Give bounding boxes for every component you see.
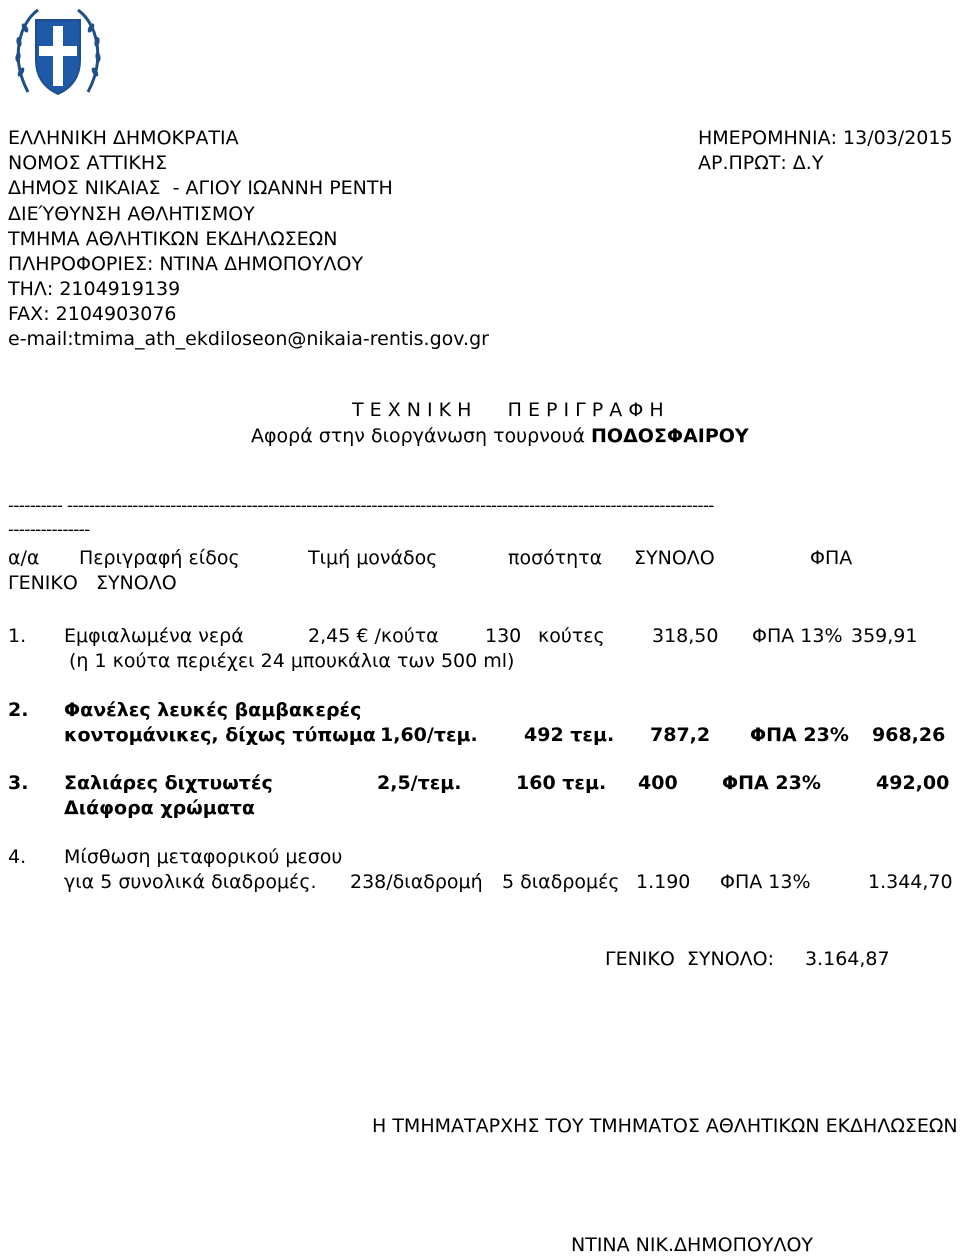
item-number: 4. [8,846,27,868]
item-quantity-unit: κούτες [538,625,605,647]
header-line-fax: FAX: 2104903076 [8,303,177,325]
item-quantity: 5 διαδρομές [502,871,620,893]
separator-line-continued: --------------- [8,520,90,540]
column-header-quantity: ποσότητα [508,547,603,569]
item-vat: ΦΠΑ 13% [752,625,843,647]
item-description-detail: κοντομάνικες, δίχως τύπωμα [64,724,376,746]
price-unit: /κούτα [374,625,439,647]
item-description: Μίσθωση μεταφορικού μεσου [64,846,343,868]
column-header-description: Περιγραφή είδος [79,547,240,569]
item-description: Σαλιάρες διχτυωτές [64,772,273,794]
separator-line: ---------- ----------------------------------------------------------------------------------------------------------------------- [8,496,714,516]
item-total: 787,2 [650,724,711,746]
greek-coat-of-arms-emblem [8,2,108,102]
item-unit-price: 1,60/τεμ. [380,724,478,746]
item-total: 318,50 [652,625,719,647]
header-line-republic: ΕΛΛΗΝΙΚΗ ΔΗΜΟΚΡΑΤΙΑ [8,127,239,149]
header-line-prefecture: ΝΟΜΟΣ ΑΤΤΙΚΗΣ [8,152,168,174]
column-header-aa: α/α [8,547,40,569]
header-line-municipality: ΔΗΜΟΣ ΝΙΚΑΙΑΣ - ΑΓΙΟΥ ΙΩΑΝΝΗ ΡΕΝΤΗ [8,177,393,199]
item-description-detail: Διάφορα χρώματα [64,797,255,819]
item-number: 1. [8,625,27,647]
item-quantity: 492 τεμ. [524,724,615,746]
euro-icon: € [356,625,369,647]
document-date: ΗΜΕΡΟΜΗΝΙΑ: 13/03/2015 [698,127,953,149]
grand-total-label: ΓΕΝΙΚΟ ΣΥΝΟΛΟ: [605,948,775,970]
grand-total-value: 3.164,87 [805,948,890,970]
document-subtitle [251,427,749,446]
item-vat: ΦΠΑ 23% [750,724,849,746]
item-grand-total: 492,00 [876,772,950,794]
header-line-phone: ΤΗΛ: 2104919139 [8,278,181,300]
header-line-directorate: ΔΙΕΎΘΥΝΣΗ ΑΘΛΗΤΙΣΜΟΥ [8,203,255,225]
signature-title: Η ΤΜΗΜΑΤΑΡΧΗΣ ΤΟΥ ΤΜΗΜΑΤΟΣ ΑΘΛΗΤΙΚΩΝ ΕΚΔΗΛΩΣΕΩΝ [372,1115,958,1137]
item-vat: ΦΠΑ 23% [722,772,821,794]
header-line-contact-person: ΠΛΗΡΟΦΟΡΙΕΣ: ΝΤΙΝΑ ΔΗΜΟΠΟΥΛΟΥ [8,253,364,275]
subtitle-text: Αφορά στην διοργάνωση τουρνουά [251,425,592,447]
item-number: 3. [8,772,29,794]
price-value: 2,45 [308,625,351,647]
column-header-total: ΣΥΝΟΛΟ [634,547,715,569]
column-header-vat: ΦΠΑ [810,547,853,569]
item-quantity: 160 τεμ. [516,772,607,794]
header-line-email: e-mail:tmima_ath_ekdiloseon@nikaia-rentis.gov.gr [8,328,489,350]
item-quantity: 130 [485,625,522,647]
item-unit-price: 238/διαδρομή [350,871,483,893]
column-header-unit-price: Τιμή μονάδος [308,547,438,569]
item-grand-total: 968,26 [872,724,946,746]
item-description-detail: για 5 συνολικά διαδρομές. [64,871,317,893]
header-line-department: ΤΜΗΜΑ ΑΘΛΗΤΙΚΩΝ ΕΚΔΗΛΩΣΕΩΝ [8,228,338,250]
document-heading: Τ Ε Χ Ν Ι Κ Η Π Ε Ρ Ι Γ Ρ Α Φ Η [352,399,664,421]
item-number: 2. [8,699,29,721]
column-header-grand-total: ΓΕΝΙΚΟ ΣΥΝΟΛΟ [8,572,177,594]
item-description-detail: (η 1 κούτα περιέχει 24 μπουκάλια των 500 ml) [69,650,515,672]
item-grand-total: 359,91 [851,625,918,647]
item-vat: ΦΠΑ 13% [720,871,811,893]
subtitle-emphasis: ΠΟΔΟΣΦΑΙΡΟΥ [591,425,749,447]
item-total: 400 [638,772,678,794]
signature-name: ΝΤΙΝΑ ΝΙΚ.ΔΗΜΟΠΟΥΛΟΥ [571,1234,814,1256]
item-description: Φανέλες λευκές βαμβακερές [64,699,362,721]
item-total: 1.190 [636,871,691,893]
item-unit-price [308,627,439,646]
protocol-number: ΑΡ.ΠΡΩΤ: Δ.Υ [698,152,824,174]
item-unit-price: 2,5/τεμ. [377,772,462,794]
item-description: Εμφιαλωμένα νερά [64,625,244,647]
item-grand-total: 1.344,70 [868,871,953,893]
